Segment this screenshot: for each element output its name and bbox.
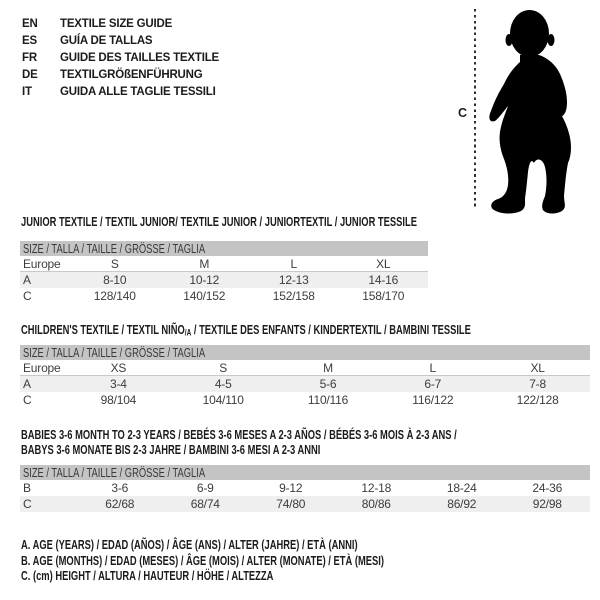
size-header-label: SIZE / TALLA / TAILLE / GRÖSSE / TAGLIA <box>23 465 206 480</box>
table-row-c <box>20 496 590 512</box>
legend-line-b: B. AGE (MONTHS) / EDAD (MESES) / ÂGE (MOIS) / ALTER (MONATE) / ETÀ (MESI) <box>21 552 384 568</box>
language-row-es <box>22 32 219 49</box>
size-cell: M <box>199 256 210 271</box>
value-cell: 128/140 <box>93 289 136 303</box>
value-cell: 122/128 <box>516 393 559 407</box>
table-row-c <box>20 392 590 408</box>
value-cell: 12-13 <box>278 273 309 287</box>
table-row-c <box>20 288 428 304</box>
value-cell: 80/86 <box>361 497 391 511</box>
row-label: C <box>23 289 32 303</box>
language-list <box>22 15 219 100</box>
size-cell: L <box>290 256 297 271</box>
value-cell: 74/80 <box>276 497 306 511</box>
babies-table-title: BABIES 3-6 MONTH TO 2-3 YEARS / BEBÉS 3-6 MESES A 2-3 AÑOS / BÉBÉS 3-6 MOIS À 2-3 ANS / BABYS 3-6 MONATE BIS 2-3 JAHRE / BAMBINI 3-6 MESI A 2-3 ANNI <box>21 427 457 457</box>
legend-line-a: A. AGE (YEARS) / EDAD (AÑOS) / ÂGE (ANS) / ALTER (JAHRE) / ETÀ (ANNI) <box>21 537 358 552</box>
value-cell: 5-6 <box>319 377 337 391</box>
size-cell: XL <box>530 360 545 375</box>
size-cell: XL <box>376 256 391 271</box>
value-cell: 3-4 <box>110 377 127 391</box>
baby-silhouette-icon <box>487 5 599 215</box>
size-header-band <box>20 241 428 256</box>
size-header-band <box>20 465 590 480</box>
children-size-table <box>20 345 590 408</box>
value-cell: 4-5 <box>214 377 232 391</box>
children-table-title: CHILDREN'S TEXTILE / TEXTIL NIÑO/A / TEXTILE DES ENFANTS / KINDERTEXTIL / BAMBINI TESSILE <box>21 322 471 338</box>
value-cell: 98/104 <box>100 393 137 407</box>
value-cell: 3-6 <box>111 481 129 495</box>
table-row-a <box>20 272 428 288</box>
size-cell: L <box>429 360 437 375</box>
value-cell: 152/158 <box>272 289 315 303</box>
value-cell: 12-18 <box>361 481 392 495</box>
row-label: B <box>23 481 31 495</box>
size-header-label: SIZE / TALLA / TAILLE / GRÖSSE / TAGLIA <box>23 241 206 256</box>
junior-size-table <box>20 241 428 304</box>
value-cell: 6-7 <box>424 377 442 391</box>
table-row-a <box>20 376 590 392</box>
value-cell: 18-24 <box>446 481 477 495</box>
value-cell: 14-16 <box>368 273 399 287</box>
measurement-legend <box>21 537 525 584</box>
value-cell: 7-8 <box>529 377 546 391</box>
row-label: A <box>23 273 31 287</box>
value-cell: 24-36 <box>532 481 563 495</box>
junior-table-title: JUNIOR TEXTILE / TEXTIL JUNIOR/ TEXTILE JUNIOR / JUNIORTEXTIL / JUNIOR TESSILE <box>21 214 417 229</box>
table-row-region <box>20 360 590 376</box>
size-cell: S <box>219 360 228 375</box>
language-row-it <box>22 83 219 100</box>
size-cell: XS <box>110 360 127 375</box>
value-cell: 92/98 <box>532 497 562 511</box>
row-label: C <box>23 393 32 407</box>
measure-c-label: C <box>458 106 468 120</box>
language-label: TEXTILE SIZE GUIDE <box>60 17 173 30</box>
value-cell: 158/170 <box>362 289 405 303</box>
language-code: FR <box>22 51 37 64</box>
language-label: GUIDE DES TAILLES TEXTILE <box>60 51 219 64</box>
value-cell: 62/68 <box>105 497 135 511</box>
language-row-en <box>22 15 219 32</box>
value-cell: 116/122 <box>412 393 454 407</box>
size-cell: S <box>110 256 119 271</box>
language-label: TEXTILGRÖßENFÜHRUNG <box>60 68 203 81</box>
region-label: Europe <box>23 360 61 375</box>
value-cell: 68/74 <box>190 497 220 511</box>
row-label: C <box>23 497 32 511</box>
size-header-band <box>20 345 590 360</box>
language-label: GUÍA DE TALLAS <box>60 34 153 47</box>
language-code: ES <box>22 34 37 47</box>
value-cell: 86/92 <box>447 497 477 511</box>
table-row-b <box>20 480 590 496</box>
language-code: DE <box>22 68 38 81</box>
height-dashed-line <box>474 9 476 207</box>
value-cell: 104/110 <box>202 393 244 407</box>
size-cell: M <box>323 360 333 375</box>
language-code: EN <box>22 17 38 30</box>
table-row-region <box>20 256 428 272</box>
language-row-fr <box>22 49 219 66</box>
value-cell: 9-12 <box>279 481 303 495</box>
value-cell: 8-10 <box>103 273 127 287</box>
region-label: Europe <box>23 256 61 271</box>
language-code: IT <box>22 85 32 98</box>
size-header-label: SIZE / TALLA / TAILLE / GRÖSSE / TAGLIA <box>23 345 206 360</box>
subscript-a: /A <box>184 327 192 338</box>
language-label: GUIDA ALLE TAGLIE TESSILI <box>60 85 216 98</box>
value-cell: 140/152 <box>183 289 226 303</box>
row-label: A <box>23 377 31 391</box>
legend-line-c: C. (cm) HEIGHT / ALTURA / HAUTEUR / HÖHE / ALTEZZA <box>21 568 274 583</box>
value-cell: 110/116 <box>307 393 349 407</box>
value-cell: 6-9 <box>196 481 214 495</box>
babies-size-table <box>20 465 590 512</box>
value-cell: 10-12 <box>189 273 220 287</box>
language-row-de <box>22 66 219 83</box>
